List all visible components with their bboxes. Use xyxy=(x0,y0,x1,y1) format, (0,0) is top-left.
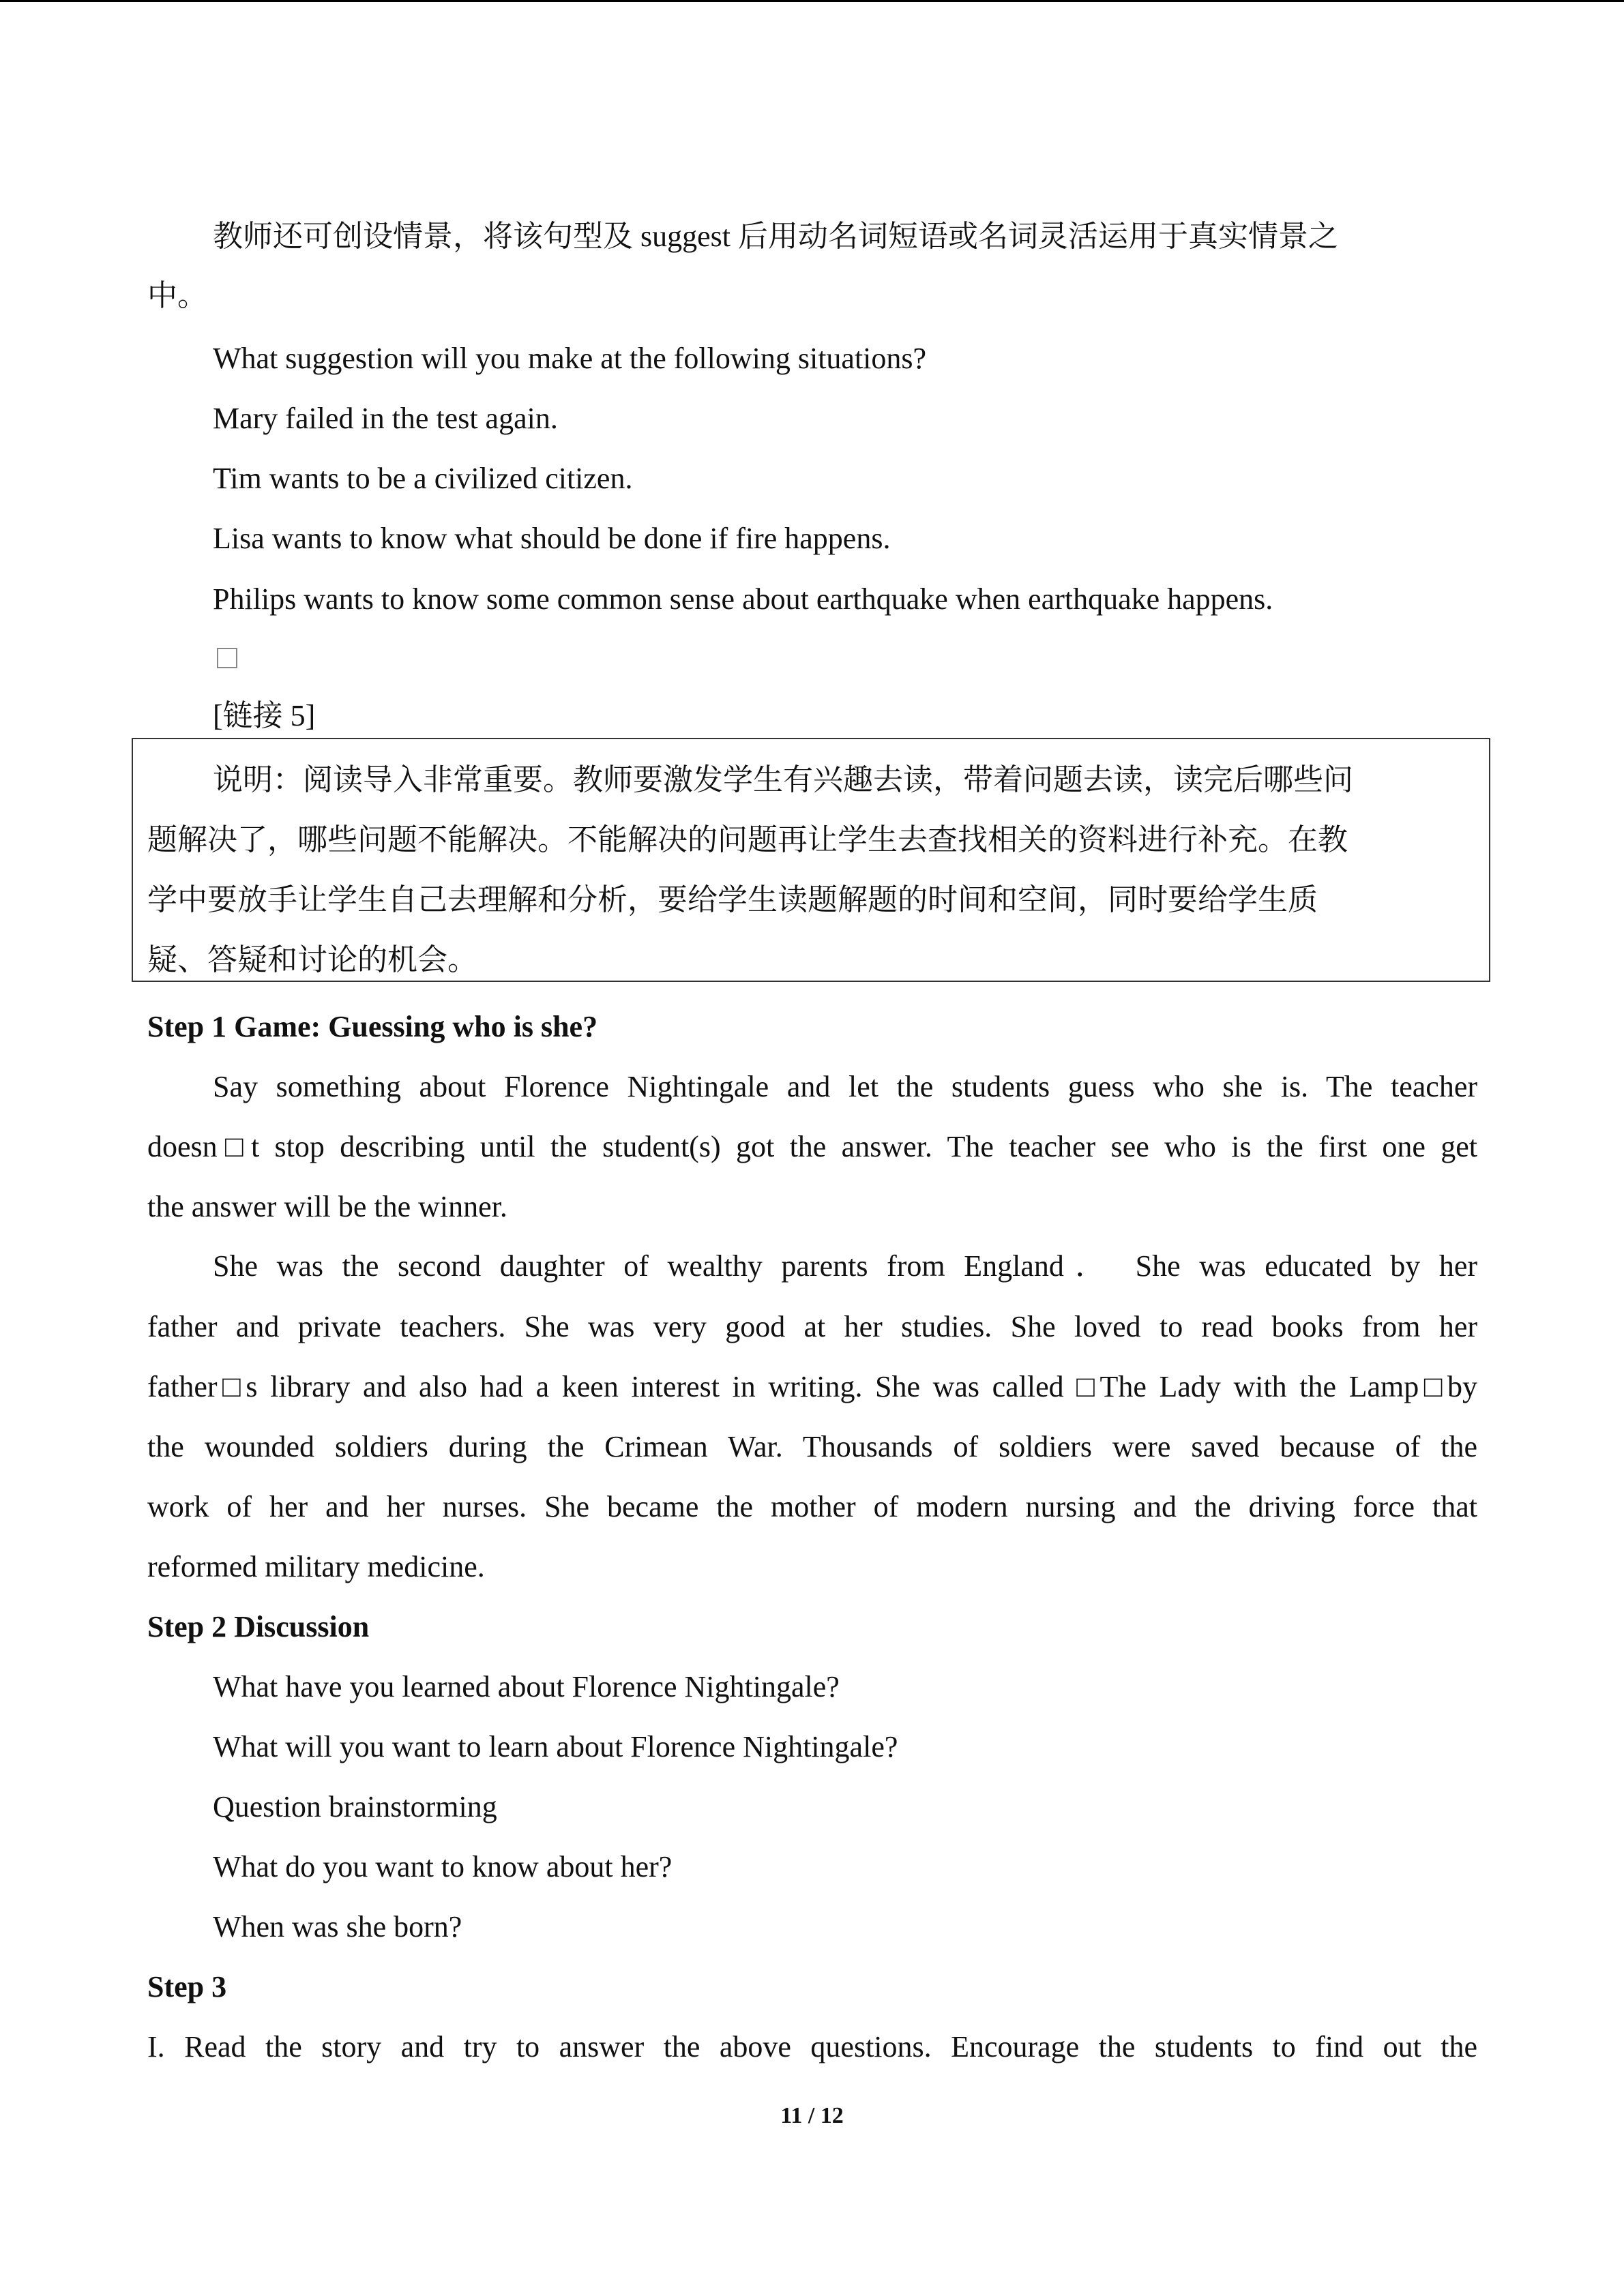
situation-item: Tim wants to be a civilized citizen. xyxy=(213,462,633,495)
step2-item: When was she born? xyxy=(213,1910,462,1943)
note-line-3: 学中要放手让学生自己去理解和分析，要给学生读题解题的时间和空间，同时要给学生质 xyxy=(147,883,1318,916)
step1-para2-line-4: the wounded soldiers during the Crimean War. Thousands of soldiers were saved because of the xyxy=(147,1430,1477,1463)
step1-para1-line-2: doesn□t stop describing until the student(s) got the answer. The teacher see who is the first one get xyxy=(147,1130,1477,1163)
link-label: [链接 5] xyxy=(213,699,316,732)
situation-item: Mary failed in the test again. xyxy=(213,402,558,435)
intro-line-2: 中。 xyxy=(147,279,207,312)
step2-heading: Step 2 Discussion xyxy=(147,1610,370,1643)
step2-item: What will you want to learn about Florence Nightingale? xyxy=(213,1730,898,1763)
situation-item: Lisa wants to know what should be done if fire happens. xyxy=(213,522,891,555)
placeholder-box-icon xyxy=(217,648,237,668)
step2-item: Question brainstorming xyxy=(213,1790,497,1823)
step1-para2-line-5: work of her and her nurses. She became the mother of modern nursing and the driving force that xyxy=(147,1490,1477,1523)
step1-para2-line-6: reformed military medicine. xyxy=(147,1550,485,1583)
step1-para2-line-1: She was the second daughter of wealthy parents from England． She was educated by her xyxy=(213,1249,1477,1283)
situation-question: What suggestion will you make at the following situations? xyxy=(213,342,927,375)
step3-heading: Step 3 xyxy=(147,1970,227,2003)
step3-line-1: I. Read the story and try to answer the above questions. Encourage the students to find out the xyxy=(147,2030,1477,2063)
step1-para2-line-2: father and private teachers. She was very good at her studies. She loved to read books from her xyxy=(147,1310,1477,1343)
step1-para1-line-3: the answer will be the winner. xyxy=(147,1190,507,1223)
step2-item: What do you want to know about her? xyxy=(213,1850,673,1883)
situation-item: Philips wants to know some common sense about earthquake when earthquake happens. xyxy=(213,582,1273,616)
step2-item: What have you learned about Florence Nightingale? xyxy=(213,1670,840,1703)
note-line-2: 题解决了，哪些问题不能解决。不能解决的问题再让学生去查找相关的资料进行补充。在教 xyxy=(147,823,1348,856)
intro-line-1: 教师还可创设情景，将该句型及 suggest 后用动名词短语或名词灵活运用于真实情景之 xyxy=(213,220,1338,253)
note-line-1: 说明：阅读导入非常重要。教师要激发学生有兴趣去读，带着问题去读，读完后哪些问 xyxy=(213,763,1353,796)
step1-para2-line-3: father□s library and also had a keen interest in writing. She was called □The Lady with the Lamp□by xyxy=(147,1370,1477,1403)
top-border xyxy=(0,0,1624,2)
step1-heading: Step 1 Game: Guessing who is she? xyxy=(147,1010,598,1043)
page-number: 11 / 12 xyxy=(780,2103,844,2128)
note-line-4: 疑、答疑和讨论的机会。 xyxy=(147,943,477,976)
step1-para1-line-1: Say something about Florence Nightingale and let the students guess who she is. The teacher xyxy=(213,1070,1477,1103)
